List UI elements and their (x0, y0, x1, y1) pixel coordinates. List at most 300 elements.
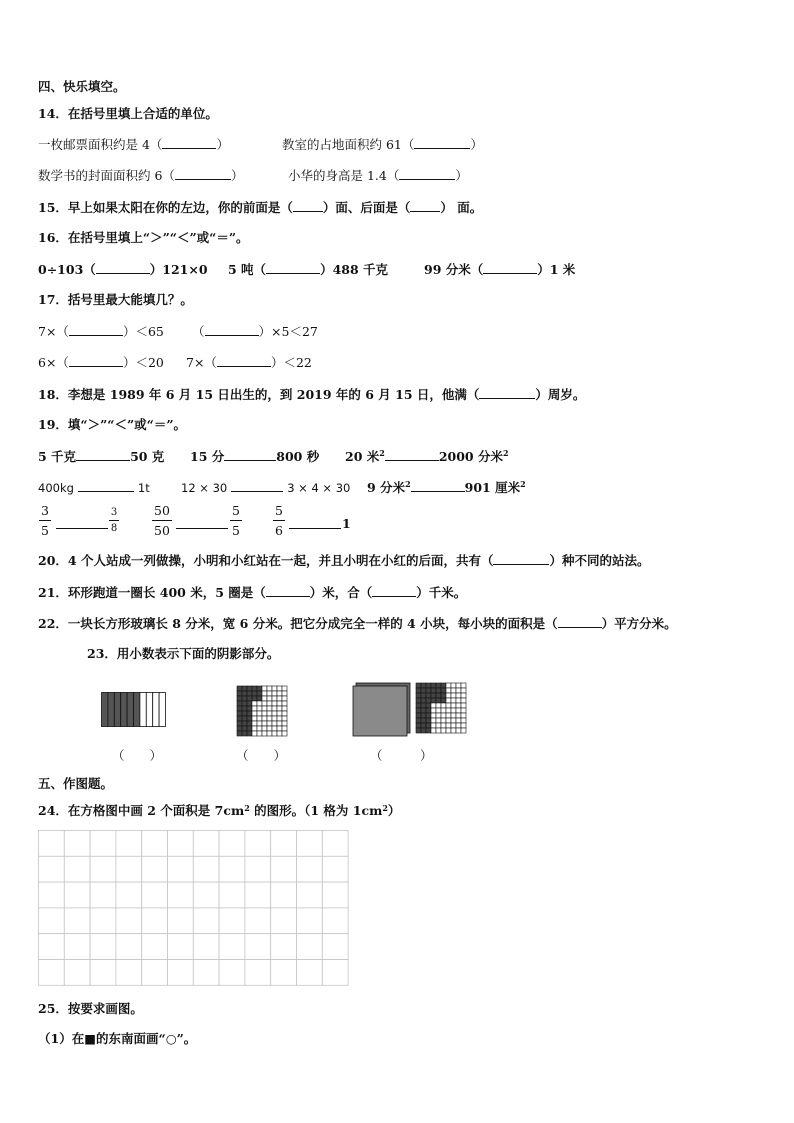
answer-blank[interactable] (479, 386, 535, 399)
grid-cell (277, 726, 282, 731)
grid-cell (272, 711, 277, 716)
grid-cell (416, 713, 421, 718)
grid-square (39, 908, 65, 934)
grid-square (219, 831, 245, 857)
grid-cell (446, 718, 451, 723)
strip-cell (121, 693, 127, 727)
question-17-title: 17．括号里最大能填几？。 (38, 292, 193, 307)
grid-cell (262, 711, 267, 716)
grid-square (116, 934, 142, 960)
grid-square (142, 908, 168, 934)
question-19-row-2-b: 12 × 30 3 × 4 × 30 (181, 481, 351, 495)
answer-blank[interactable] (289, 528, 341, 529)
grid-cell (272, 686, 277, 691)
answer-blank[interactable] (205, 323, 259, 336)
question-21: 21．环形跑道一圈长 400 米，5 圈是（ ）米，合（ ）千米。 (38, 585, 467, 600)
grid-cell (431, 693, 436, 698)
value-one: 1 (342, 516, 351, 531)
strip-cell (153, 693, 159, 727)
grid-square (322, 882, 348, 908)
grid-cell (441, 698, 446, 703)
grid-square (168, 908, 194, 934)
grid-square (39, 934, 65, 960)
grid-cell (277, 706, 282, 711)
question-14-item-book: 数学书的封面面积约 6（ ） (38, 168, 244, 183)
grid-cell (446, 728, 451, 733)
grid-cell (421, 683, 426, 688)
grid-square (64, 908, 90, 934)
grid-cell (456, 728, 461, 733)
grid-cell (242, 726, 247, 731)
answer-blank[interactable] (372, 584, 416, 597)
grid-cell (426, 723, 431, 728)
answer-blank[interactable] (411, 479, 465, 492)
grid-square (142, 882, 168, 908)
grid-cell (272, 691, 277, 696)
grid-cell (267, 711, 272, 716)
question-20: 20．4 个人站成一列做操，小明和小红站在一起，并且小明在小红的后面，共有（ ）种不同的站法。 (38, 553, 650, 568)
grid-cell (416, 703, 421, 708)
grid-cell (436, 698, 441, 703)
grid-square (39, 960, 65, 986)
grid-cell (247, 706, 252, 711)
grid-square (116, 856, 142, 882)
grid-cell (436, 688, 441, 693)
grid-cell (421, 708, 426, 713)
grid-cell (446, 713, 451, 718)
answer-blank[interactable] (399, 167, 455, 180)
answer-paren-1[interactable]: （ ） (112, 748, 163, 763)
answer-blank[interactable] (176, 528, 228, 529)
grid-cell (441, 713, 446, 718)
grid-cell (252, 721, 257, 726)
grid-cell (456, 718, 461, 723)
answer-blank[interactable] (266, 261, 320, 274)
grid-square (116, 908, 142, 934)
grid-cell (456, 723, 461, 728)
grid-cell (446, 693, 451, 698)
grid-square (90, 831, 116, 857)
grid-cell (242, 731, 247, 736)
grid-cell (247, 691, 252, 696)
grid-cell (267, 716, 272, 721)
grid-cell (431, 718, 436, 723)
grid-cell (451, 708, 456, 713)
grid-cell (267, 726, 272, 731)
question-14-title: 14．在括号里填上合适的单位。 (38, 106, 218, 121)
grid-square (219, 856, 245, 882)
grid-cell (446, 683, 451, 688)
grid-square (245, 960, 271, 986)
answer-blank[interactable] (410, 199, 440, 212)
grid-cell (252, 696, 257, 701)
grid-cell (242, 701, 247, 706)
grid-cell (267, 706, 272, 711)
fraction-50-50: 50 50 (152, 503, 172, 538)
grid-cell (446, 698, 451, 703)
grid-cell (436, 713, 441, 718)
grid-cell (431, 723, 436, 728)
grid-cell (461, 683, 466, 688)
grid-square (168, 960, 194, 986)
answer-blank[interactable] (558, 615, 602, 628)
grid-cell (237, 731, 242, 736)
hundred-grid-figure (236, 685, 290, 737)
grid-cell (451, 693, 456, 698)
grid-cell (257, 696, 262, 701)
grid-cell (461, 723, 466, 728)
strip-cell (159, 693, 165, 727)
section-five-heading: 五、作图题。 (38, 776, 114, 791)
answer-blank[interactable] (76, 448, 130, 461)
grid-square (142, 960, 168, 986)
answer-paren-3[interactable]: （ ） (370, 748, 433, 763)
grid-square (271, 908, 297, 934)
grid-cell (416, 698, 421, 703)
grid-cell (262, 706, 267, 711)
mixed-number-figure (352, 682, 470, 738)
grid-cell (416, 728, 421, 733)
grid-cell (421, 713, 426, 718)
grid-cell (451, 703, 456, 708)
grid-cell (431, 713, 436, 718)
grid-cell (247, 686, 252, 691)
answer-blank[interactable] (96, 261, 150, 274)
grid-square (142, 831, 168, 857)
grid-cell (237, 686, 242, 691)
grid-cell (421, 688, 426, 693)
grid-cell (252, 711, 257, 716)
grid-square (245, 882, 271, 908)
grid-cell (282, 731, 287, 736)
grid-cell (436, 683, 441, 688)
grid-cell (416, 693, 421, 698)
grid-cell (262, 731, 267, 736)
answer-blank[interactable] (175, 167, 231, 180)
grid-cell (257, 701, 262, 706)
grid-square (90, 960, 116, 986)
grid-cell (282, 721, 287, 726)
grid-square (322, 960, 348, 986)
question-17-row-1b: （ ）×5＜27 (192, 324, 318, 339)
grid-cell (451, 723, 456, 728)
grid-square (271, 856, 297, 882)
drawing-grid[interactable] (38, 830, 350, 986)
grid-cell (461, 708, 466, 713)
grid-square (322, 934, 348, 960)
grid-cell (272, 726, 277, 731)
grid-cell (436, 693, 441, 698)
grid-cell (426, 708, 431, 713)
grid-square (64, 831, 90, 857)
grid-cell (431, 698, 436, 703)
grid-cell (426, 728, 431, 733)
question-19-row-1-b: 15 分 800 秒 (190, 449, 320, 464)
answer-blank[interactable] (56, 528, 108, 529)
grid-cell (416, 688, 421, 693)
grid-cell (267, 721, 272, 726)
grid-cell (431, 688, 436, 693)
grid-cell (242, 691, 247, 696)
answer-blank[interactable] (217, 354, 271, 367)
answer-blank[interactable] (231, 479, 283, 492)
grid-cell (267, 686, 272, 691)
grid-cell (277, 716, 282, 721)
fraction-5-6: 5 6 (273, 503, 285, 538)
grid-square (297, 831, 323, 857)
grid-square (297, 934, 323, 960)
question-19-title: 19．填“＞”“＜”或“＝”。 (38, 417, 187, 432)
grid-cell (436, 718, 441, 723)
grid-cell (451, 718, 456, 723)
grid-cell (436, 708, 441, 713)
question-22: 22．一块长方形玻璃长 8 分米，宽 6 分米。把它分成完全一样的 4 小块，每小块的面积是（ ）平方分米。 (38, 616, 677, 631)
grid-cell (421, 693, 426, 698)
grid-cell (416, 718, 421, 723)
grid-cell (277, 721, 282, 726)
question-18: 18．李想是 1989 年 6 月 15 日出生的，到 2019 年的 6 月 15 日，他满（ ）周岁。 (38, 387, 586, 402)
grid-cell (247, 701, 252, 706)
grid-cell (262, 721, 267, 726)
grid-square (271, 960, 297, 986)
question-14-item-stamp: 一枚邮票面积约是 4（ ） (38, 137, 229, 152)
grid-cell (247, 696, 252, 701)
question-24: 24．在方格图中画 2 个面积是 $7cm^2$ 的图形。（1 格为 $1cm^2$） (38, 803, 401, 818)
grid-square (168, 856, 194, 882)
grid-square (193, 831, 219, 857)
grid-cell (252, 686, 257, 691)
question-23-title: 23．用小数表示下面的阴影部分。 (87, 646, 280, 661)
grid-cell (426, 703, 431, 708)
question-25-part-1: （1）在■的东南面画“○”。 (38, 1031, 197, 1046)
grid-cell (441, 728, 446, 733)
strip-cell (134, 693, 140, 727)
grid-cell (242, 716, 247, 721)
grid-cell (267, 731, 272, 736)
grid-square (39, 882, 65, 908)
answer-blank[interactable] (385, 448, 439, 461)
question-16-title: 16．在括号里填上“＞”“＜”或“＝”。 (38, 230, 249, 245)
grid-cell (461, 693, 466, 698)
grid-cell (257, 731, 262, 736)
grid-cell (267, 696, 272, 701)
grid-cell (282, 706, 287, 711)
grid-cell (237, 726, 242, 731)
fraction-3-8: 3 8 (110, 507, 118, 534)
grid-cell (252, 691, 257, 696)
grid-cell (421, 723, 426, 728)
grid-cell (461, 703, 466, 708)
grid-cell (426, 688, 431, 693)
grid-cell (252, 716, 257, 721)
decimal-strip-figure (101, 692, 167, 728)
grid-cell (277, 731, 282, 736)
grid-cell (426, 683, 431, 688)
grid-cell (426, 718, 431, 723)
grid-cell (252, 726, 257, 731)
grid-cell (247, 731, 252, 736)
grid-square (245, 831, 271, 857)
grid-square (64, 856, 90, 882)
grid-cell (272, 716, 277, 721)
grid-cell (237, 716, 242, 721)
grid-cell (272, 701, 277, 706)
grid-cell (456, 683, 461, 688)
grid-cell (282, 716, 287, 721)
grid-square (116, 960, 142, 986)
grid-square (90, 882, 116, 908)
question-19-row-1-c: 20 米$^2$ 2000 分米$^2$ (345, 448, 509, 464)
grid-cell (431, 683, 436, 688)
fraction-3-5: 3 5 (39, 503, 51, 538)
grid-square (193, 856, 219, 882)
fraction-5-5: 5 5 (230, 503, 242, 538)
grid-cell (461, 728, 466, 733)
grid-cell (242, 686, 247, 691)
grid-cell (257, 711, 262, 716)
grid-square (271, 831, 297, 857)
grid-square (168, 882, 194, 908)
grid-cell (416, 683, 421, 688)
grid-square (271, 882, 297, 908)
answer-blank[interactable] (224, 448, 276, 461)
grid-cell (282, 696, 287, 701)
answer-blank[interactable] (493, 552, 549, 565)
grid-square (219, 882, 245, 908)
grid-cell (257, 691, 262, 696)
grid-cell (242, 696, 247, 701)
question-16-compare-1: 0÷103（ ）121×0 (38, 262, 208, 277)
grid-square (219, 960, 245, 986)
grid-square (168, 831, 194, 857)
grid-square (219, 934, 245, 960)
grid-cell (237, 711, 242, 716)
grid-cell (277, 686, 282, 691)
question-16-compare-3: 99 分米（ ）1 米 (424, 262, 576, 277)
question-19-row-2-a: 400kg 1t (38, 481, 150, 495)
grid-cell (431, 703, 436, 708)
grid-cell (257, 721, 262, 726)
question-14-item-classroom: 教室的占地面积约 61（ ） (282, 137, 483, 152)
grid-cell (431, 728, 436, 733)
grid-cell (421, 728, 426, 733)
grid-square (297, 882, 323, 908)
grid-square (64, 882, 90, 908)
grid-cell (272, 731, 277, 736)
grid-cell (441, 683, 446, 688)
grid-square (193, 908, 219, 934)
grid-cell (456, 698, 461, 703)
grid-cell (461, 713, 466, 718)
grid-cell (237, 691, 242, 696)
answer-blank[interactable] (293, 199, 323, 212)
grid-cell (242, 706, 247, 711)
grid-square (245, 934, 271, 960)
answer-blank[interactable] (414, 136, 470, 149)
grid-cell (262, 696, 267, 701)
grid-cell (237, 706, 242, 711)
grid-cell (446, 688, 451, 693)
grid-cell (446, 723, 451, 728)
grid-cell (456, 688, 461, 693)
grid-cell (247, 726, 252, 731)
grid-cell (277, 691, 282, 696)
grid-square (193, 934, 219, 960)
grid-cell (237, 701, 242, 706)
question-17-row-1a: 7×（ ）＜65 (38, 324, 164, 339)
grid-cell (257, 716, 262, 721)
grid-square (116, 882, 142, 908)
grid-cell (247, 716, 252, 721)
grid-cell (461, 698, 466, 703)
question-17-row-2a: 6×（ ）＜20 (38, 355, 164, 370)
grid-square (322, 908, 348, 934)
grid-cell (272, 721, 277, 726)
grid-square (297, 960, 323, 986)
grid-cell (431, 708, 436, 713)
question-15: 15．早上如果太阳在你的左边，你的前面是（ ）面、后面是（ ） 面。 (38, 200, 483, 215)
grid-square (297, 908, 323, 934)
grid-cell (441, 718, 446, 723)
grid-cell (257, 686, 262, 691)
answer-blank[interactable] (162, 136, 216, 149)
answer-blank[interactable] (78, 479, 134, 492)
grid-cell (282, 691, 287, 696)
answer-blank[interactable] (69, 323, 123, 336)
grid-cell (282, 686, 287, 691)
grid-square (90, 934, 116, 960)
answer-blank[interactable] (266, 584, 310, 597)
grid-square (322, 831, 348, 857)
grid-cell (282, 701, 287, 706)
grid-cell (461, 718, 466, 723)
grid-square (297, 856, 323, 882)
grid-cell (277, 701, 282, 706)
grid-cell (441, 723, 446, 728)
question-14-item-height: 小华的身高是 1.4（ ） (288, 168, 468, 183)
grid-cell (441, 693, 446, 698)
grid-cell (262, 716, 267, 721)
grid-cell (441, 703, 446, 708)
answer-paren-2[interactable]: （ ） (236, 748, 287, 763)
grid-square (193, 960, 219, 986)
grid-square (64, 960, 90, 986)
grid-cell (451, 683, 456, 688)
grid-cell (237, 696, 242, 701)
grid-cell (441, 688, 446, 693)
grid-square (64, 934, 90, 960)
grid-cell (282, 711, 287, 716)
answer-blank[interactable] (69, 354, 123, 367)
grid-square (193, 882, 219, 908)
grid-cell (242, 721, 247, 726)
grid-cell (441, 708, 446, 713)
grid-cell (426, 713, 431, 718)
grid-cell (282, 726, 287, 731)
grid-square (39, 856, 65, 882)
section-four-heading: 四、快乐填空。 (38, 79, 126, 94)
answer-blank[interactable] (483, 261, 537, 274)
grid-cell (257, 726, 262, 731)
grid-cell (247, 721, 252, 726)
grid-square (142, 934, 168, 960)
grid-cell (252, 731, 257, 736)
grid-cell (421, 698, 426, 703)
grid-cell (277, 711, 282, 716)
question-25-title: 25．按要求画图。 (38, 1001, 143, 1016)
grid-cell (436, 728, 441, 733)
strip-cell (102, 693, 108, 727)
